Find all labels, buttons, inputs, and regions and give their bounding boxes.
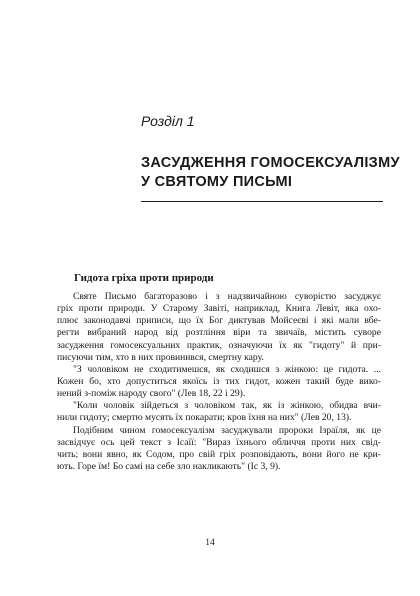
- text-line: писуючи тим, хто в них провинився, смертну кару.: [57, 351, 264, 363]
- text-line: Святе Письмо багаторазово і з надзвичайною суворістю засуджує: [73, 291, 381, 302]
- text-line: чить; вони явно, як Содом, про свій гріх розповідають, вони його не кри-: [57, 448, 381, 460]
- page-number: 14: [205, 538, 215, 548]
- text-line: засвідчує ось цей текст з Ісаїї: "Вираз їхнього обличчя проти них свід-: [57, 436, 381, 448]
- text-line: нили гидоту; смертю мусять їх покарати; кров їхня на них" (Лев 20, 13).: [57, 412, 352, 424]
- text-line: "Коли чоловік зійдеться з чоловіком так, як із жінкою, обидва вчи-: [73, 400, 381, 412]
- chapter-title-line: ЗАСУДЖЕННЯ ГОМОСЕКСУАЛІЗМУ: [141, 155, 400, 171]
- chapter-title: [141, 154, 400, 192]
- text-line: регти вибраний народ від розтління віри та звичаїв, містить суворе: [57, 327, 381, 339]
- text-line: гріх проти природи. У Старому Завіті, наприклад, Книга Левіт, яка охо-: [57, 303, 381, 315]
- text-line: засудження гомосексуальних практик, означуючи їх як "гидоту" й при-: [57, 339, 381, 351]
- chapter-label: Розділ 1: [141, 113, 195, 129]
- text-line: Подібним чином гомосексуалізм засуджували пророки Ізраїля, як це: [73, 424, 381, 436]
- title-rule: [141, 201, 383, 202]
- text-line: ють. Горе їм! Бо самі на себе зло накликають" (Іс 3, 9).: [57, 460, 281, 472]
- body-text: [57, 291, 381, 473]
- text-line: плює законодавчі приписи, що їх Бог диктував Мойсеєві і які мали вбе-: [57, 315, 381, 327]
- text-line: "З чоловіком не сходитимешся, як сходишся з жінкою: це гидота. ...: [73, 363, 381, 375]
- chapter-title-line: У СВЯТОМУ ПИСЬМІ: [141, 174, 293, 190]
- text-line: нений з-поміж народу свого" (Лев 18, 22 і 29).: [57, 388, 246, 400]
- section-heading: Гидота гріха проти природи: [74, 272, 214, 284]
- text-line: Кожен бо, хто допуститься якоїсь із тих гидот, кожен такий буде вико-: [57, 375, 381, 387]
